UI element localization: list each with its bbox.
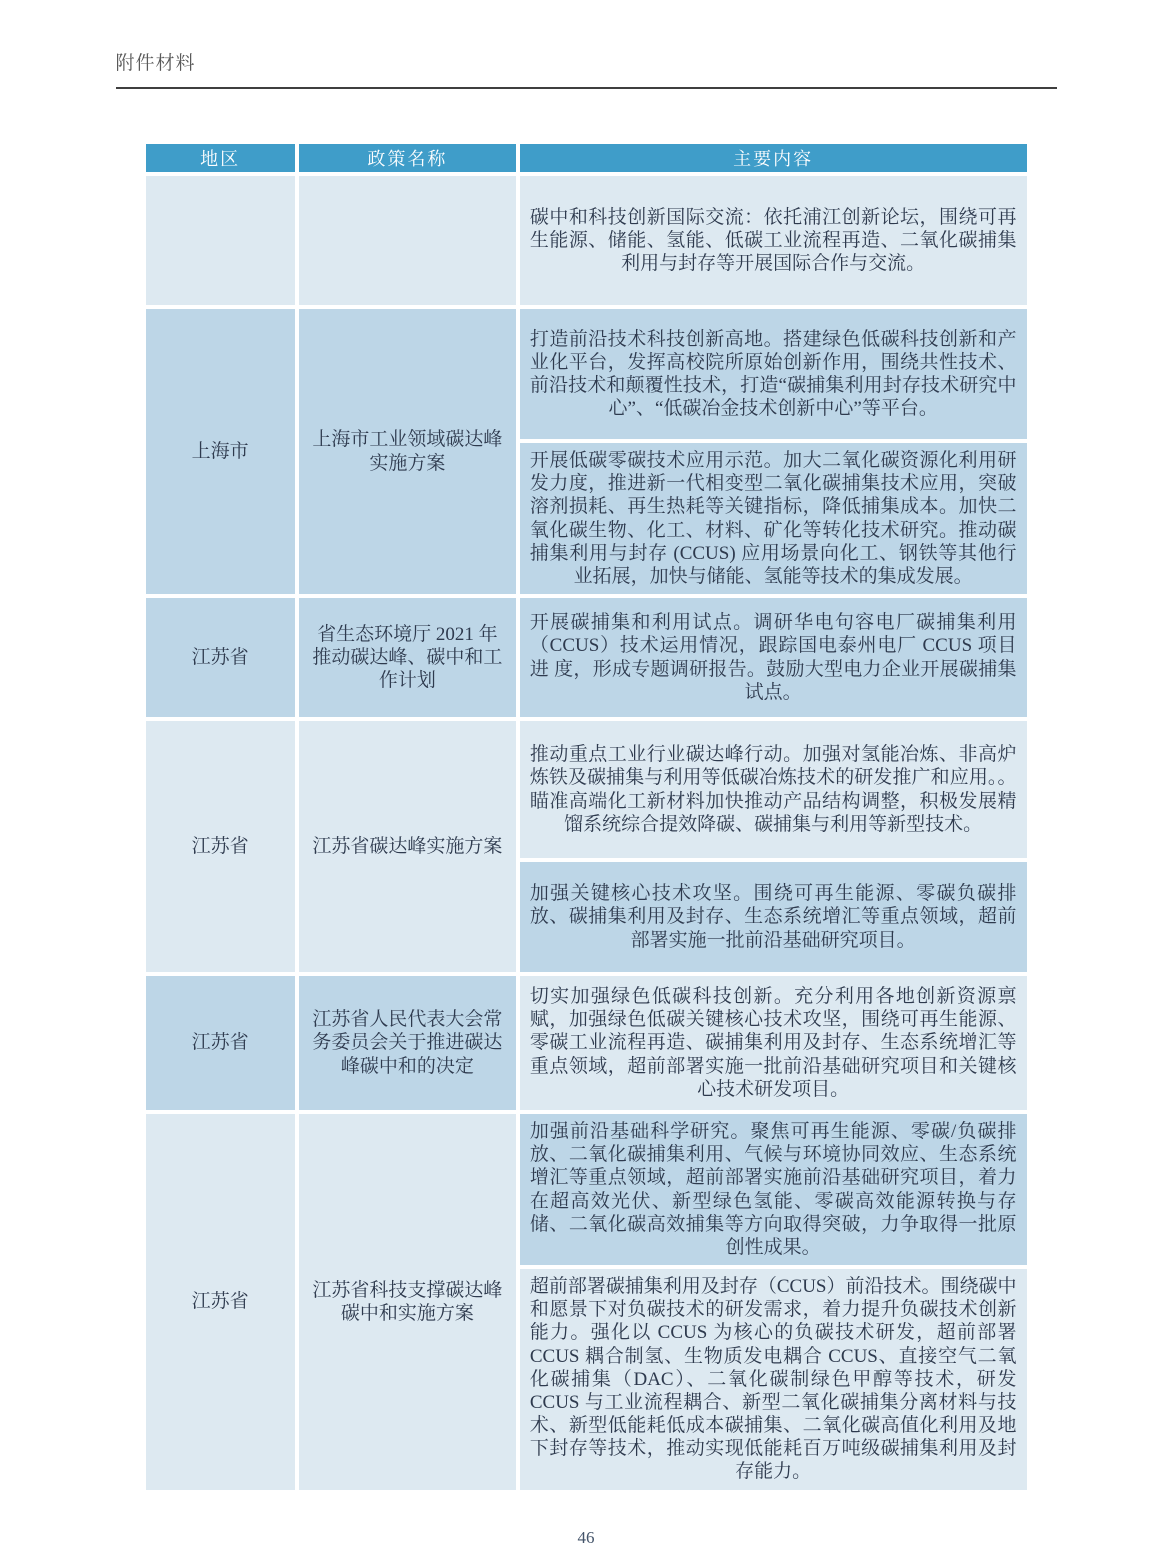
table-header-row — [146, 144, 1027, 172]
policy-cell: 江苏省科技支撑碳达峰碳中和实施方案 — [299, 1114, 516, 1490]
table-row — [146, 309, 1027, 439]
policy-cell: 江苏省碳达峰实施方案 — [299, 721, 516, 972]
policy-cell: 上海市工业领域碳达峰实施方案 — [299, 309, 516, 594]
region-cell: 江苏省 — [146, 976, 295, 1110]
region-cell: 江苏省 — [146, 1114, 295, 1490]
table-row — [146, 598, 1027, 717]
region-cell — [146, 176, 295, 305]
content-cell: 开展低碳零碳技术应用示范。加大二氧化碳资源化利用研发力度，推进新一代相变型二氧化碳捕集技术应用，突破溶剂损耗、再生热耗等关键指标，降低捕集成本。加快二氧化碳生物、化工、材料、矿化等转化技术研究。推动碳捕集利用与封存 (CCUS) 应用场景向化工、钢铁等其他行业拓展，加快与储能、氢能等技术的集成发展。 — [520, 443, 1027, 594]
content-cell: 超前部署碳捕集利用及封存（CCUS）前沿技术。围绕碳中和愿景下对负碳技术的研发需求，着力提升负碳技术创新能力。强化以 CCUS 为核心的负碳技术研发，超前部署 CCUS 耦合制氢、生物质发电耦合 CCUS、直接空气二氧化碳捕集（DAC）、二氧化碳制绿色甲醇等技术，研发 CCUS 与工业流程耦合、新型二氧化碳捕集分离材料与技术、新型低能耗低成本碳捕集、二氧化碳高值化利用及地下封存等技术，推动实现低能耗百万吨级碳捕集利用及封存能力。 — [520, 1269, 1027, 1490]
content-cell: 打造前沿技术科技创新高地。搭建绿色低碳科技创新和产业化平台，发挥高校院所原始创新作用，围绕共性技术、前沿技术和颠覆性技术，打造“碳捕集利用封存技术研究中心”、“低碳冶金技术创新中心”等平台。 — [520, 309, 1027, 439]
region-cell: 江苏省 — [146, 598, 295, 717]
table-row — [146, 1114, 1027, 1265]
region-cell: 上海市 — [146, 309, 295, 594]
table-row — [146, 721, 1027, 858]
column-header-region: 地区 — [146, 144, 295, 172]
column-header-policy: 政策名称 — [299, 144, 516, 172]
column-header-content: 主要内容 — [520, 144, 1027, 172]
policy-cell: 江苏省人民代表大会常务委员会关于推进碳达峰碳中和的决定 — [299, 976, 516, 1110]
content-cell: 碳中和科技创新国际交流：依托浦江创新论坛，围绕可再生能源、储能、氢能、低碳工业流程再造、二氧化碳捕集利用与封存等开展国际合作与交流。 — [520, 176, 1027, 305]
content-cell: 开展碳捕集和利用试点。调研华电句容电厂碳捕集利用（CCUS）技术运用情况，跟踪国电泰州电厂 CCUS 项目进 度，形成专题调研报告。鼓励大型电力企业开展碳捕集试点。 — [520, 598, 1027, 717]
region-cell: 江苏省 — [146, 721, 295, 972]
content-cell: 加强前沿基础科学研究。聚焦可再生能源、零碳/负碳排放、二氧化碳捕集利用、气候与环境协同效应、生态系统增汇等重点领域，超前部署实施前沿基础研究项目，着力在超高效光伏、新型绿色氢能、零碳高效能源转换与存储、二氧化碳高效捕集等方向取得突破，力争取得一批原创性成果。 — [520, 1114, 1027, 1265]
table-row — [146, 176, 1027, 305]
table-row — [146, 976, 1027, 1110]
policy-cell: 省生态环境厅 2021 年推动碳达峰、碳中和工作计划 — [299, 598, 516, 717]
content-cell: 加强关键核心技术攻坚。围绕可再生能源、零碳负碳排放、碳捕集利用及封存、生态系统增汇等重点领域，超前部署实施一批前沿基础研究项目。 — [520, 862, 1027, 972]
document-header — [116, 48, 1057, 89]
content-cell: 推动重点工业行业碳达峰行动。加强对氢能冶炼、非高炉炼铁及碳捕集与利用等低碳冶炼技术的研发推广和应用。。瞄准高端化工新材料加快推动产品结构调整，积极发展精馏系统综合提效降碳、碳捕集与利用等新型技术。 — [520, 721, 1027, 858]
header-label: 附件材料 — [115, 53, 196, 74]
policy-table — [142, 140, 1031, 1494]
page-number: 46 — [577, 1527, 595, 1547]
content-cell: 切实加强绿色低碳科技创新。充分利用各地创新资源禀赋，加强绿色低碳关键核心技术攻坚，围绕可再生能源、零碳工业流程再造、碳捕集利用及封存、生态系统增汇等重点领域，超前部署实施一批前沿基础研究项目和关键核心技术研发项目。 — [520, 976, 1027, 1110]
policy-cell — [299, 176, 516, 305]
